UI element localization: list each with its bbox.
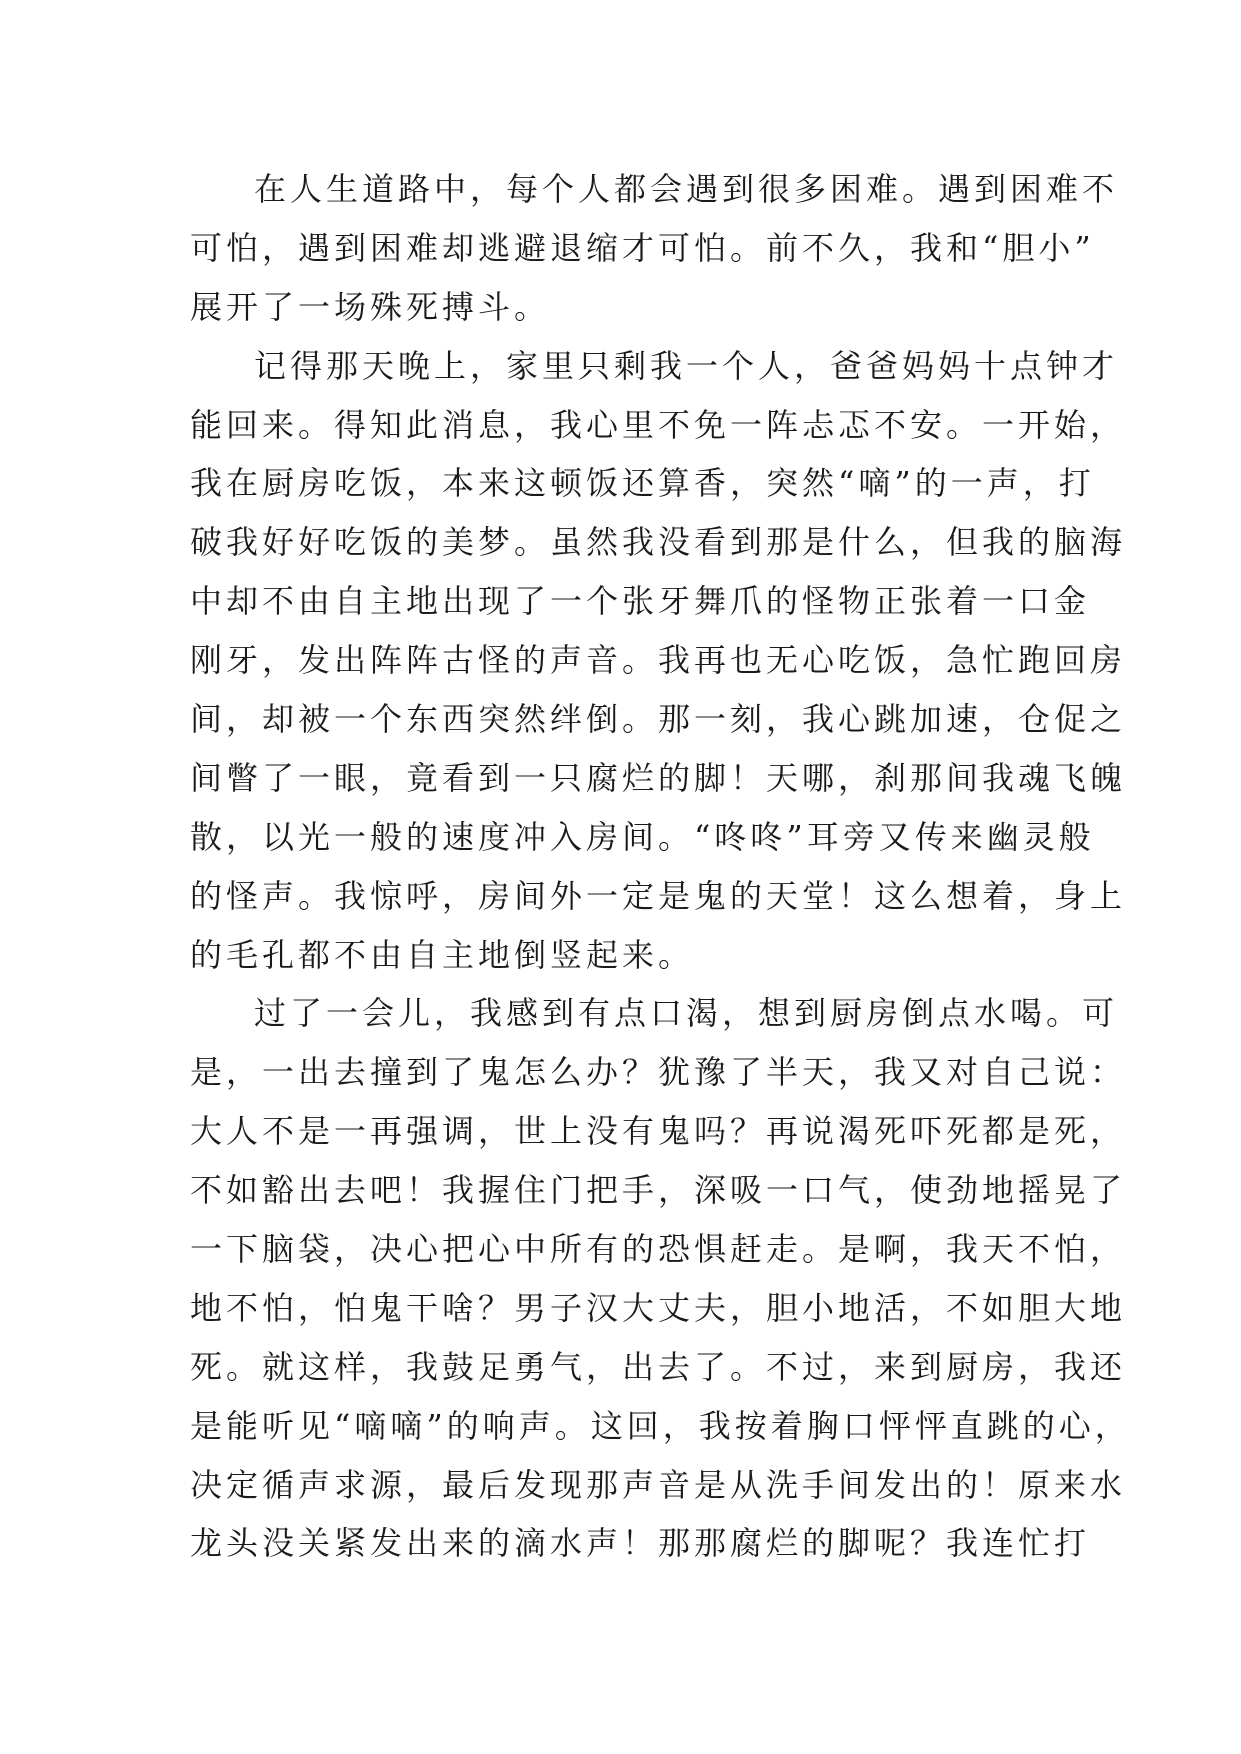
paragraph-3-line-7: 死。就这样，我鼓足勇气，出去了。不过，来到厨房，我还 — [190, 1347, 1127, 1386]
paragraph-2-line-7: 间，却被一个东西突然绊倒。那一刻，我心跳加速，仓促之 — [190, 700, 1127, 739]
paragraph-2-line-6: 刚牙，发出阵阵古怪的声音。我再也无心吃饭，急忙跑回房 — [190, 641, 1127, 680]
paragraph-3-line-5: 一下脑袋，决心把心中所有的恐惧赶走。是啊，我天不怕， — [190, 1230, 1127, 1269]
paragraph-2-line-2: 能回来。得知此消息，我心里不免一阵忐忑不安。一开始， — [190, 405, 1127, 444]
paragraph-2-line-9: 散，以光一般的速度冲入房间。“咚咚”耳旁又传来幽灵般 — [190, 817, 1095, 856]
paragraph-2-line-3: 我在厨房吃饭，本来这顿饭还算香，突然“嘀”的一声，打 — [190, 464, 1095, 503]
paragraph-3-line-9: 决定循声求源，最后发现那声音是从洗手间发出的！原来水 — [190, 1465, 1127, 1504]
paragraph-2-line-5: 中却不由自主地出现了一个张牙舞爪的怪物正张着一口金 — [190, 582, 1091, 621]
paragraph-2-line-8: 间瞥了一眼，竟看到一只腐烂的脚！天哪，刹那间我魂飞魄 — [190, 758, 1127, 797]
paragraph-1-line-3: 展开了一场殊死搏斗。 — [190, 287, 551, 326]
paragraph-3-line-6: 地不怕，怕鬼干啥？男子汉大丈夫，胆小地活，不如胆大地 — [190, 1288, 1127, 1327]
essay-body — [190, 160, 1131, 1573]
paragraph-2-line-11: 的毛孔都不由自主地倒竖起来。 — [190, 935, 695, 974]
paragraph-2-line-10: 的怪声。我惊呼，房间外一定是鬼的天堂！这么想着，身上 — [190, 876, 1127, 915]
paragraph-1-line-1: 在人生道路中，每个人都会遇到很多困难。遇到困难不 — [254, 170, 1119, 208]
paragraph-2-line-1: 记得那天晚上，家里只剩我一个人，爸爸妈妈十点钟才 — [254, 346, 1119, 385]
paragraph-3-line-4: 不如豁出去吧！我握住门把手，深吸一口气，使劲地摇晃了 — [190, 1171, 1127, 1210]
paragraph-3-line-8: 是能听见“嘀嘀”的响声。这回，我按着胸口怦怦直跳的心， — [190, 1406, 1131, 1445]
paragraph-3-line-1: 过了一会儿，我感到有点口渴，想到厨房倒点水喝。可 — [254, 994, 1119, 1033]
paragraph-1-line-2: 可怕，遇到困难却逃避退缩才可怕。前不久，我和“胆小” — [190, 228, 1095, 267]
paragraph-3-line-3: 大人不是一再强调，世上没有鬼吗？再说渴死吓死都是死， — [190, 1112, 1127, 1151]
paragraph-3-line-10: 龙头没关紧发出来的滴水声！那那腐烂的脚呢？我连忙打 — [190, 1524, 1091, 1563]
paragraph-3-line-2: 是，一出去撞到了鬼怎么办？犹豫了半天，我又对自己说： — [190, 1053, 1127, 1092]
paragraph-2-line-4: 破我好好吃饭的美梦。虽然我没看到那是什么，但我的脑海 — [190, 523, 1127, 562]
